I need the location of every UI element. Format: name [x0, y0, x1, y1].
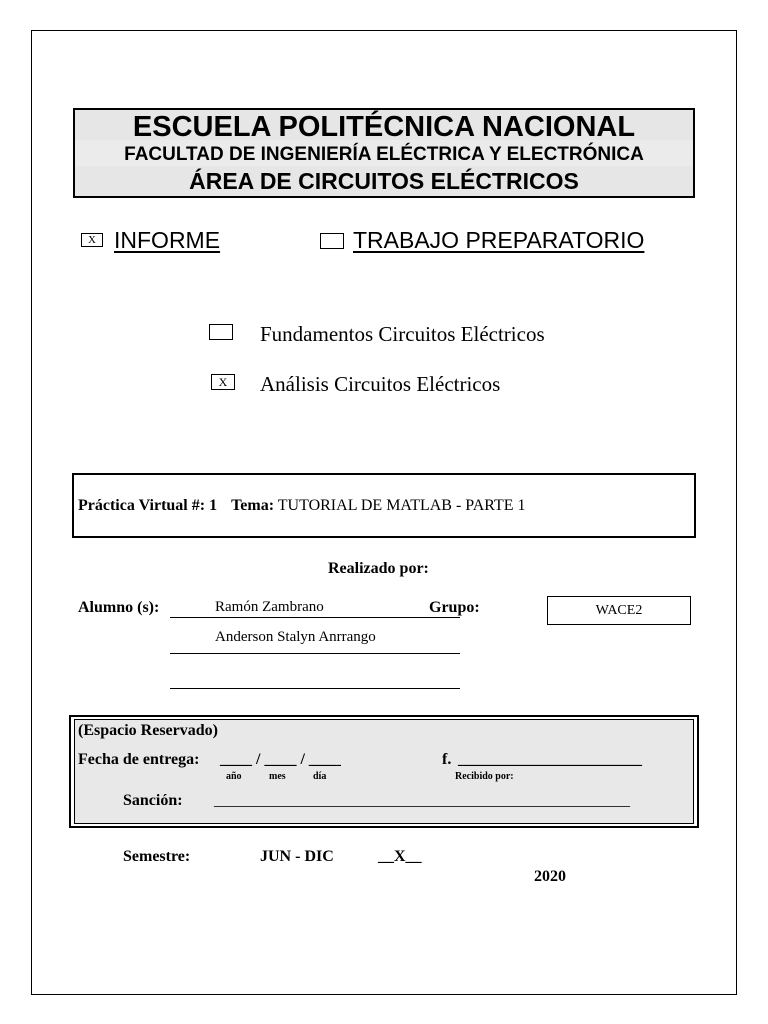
practica-line — [78, 496, 526, 516]
semestre-year: 2020 — [534, 868, 566, 885]
f-signature-blank[interactable]: _______________________ — [458, 751, 642, 768]
fundamentos-checkbox[interactable] — [209, 324, 233, 340]
student-1-line — [170, 617, 460, 618]
analisis-checkbox[interactable]: X — [211, 374, 235, 390]
student-1-name: Ramón Zambrano — [215, 599, 324, 615]
fecha-entrega-label: Fecha de entrega: — [78, 751, 200, 768]
analisis-label: Análisis Circuitos Eléctricos — [260, 372, 501, 396]
tema-value: TUTORIAL DE MATLAB - PARTE 1 — [277, 497, 526, 514]
grupo-label: Grupo: — [429, 599, 480, 616]
grupo-box: WACE2 — [547, 596, 691, 625]
f-label: f. — [442, 751, 452, 768]
reserved-title: (Espacio Reservado) — [78, 722, 218, 739]
practica-number: 1 — [209, 497, 218, 514]
student-2-name: Anderson Stalyn Anrrango — [215, 629, 376, 645]
student-2-line — [170, 653, 460, 654]
informe-label: INFORME — [114, 227, 221, 253]
tema-label: Tema: — [231, 497, 275, 514]
fecha-entrega-blanks[interactable]: ____ / ____ / ____ — [220, 751, 341, 768]
semestre-mark: __X__ — [378, 848, 422, 865]
realizado-por-label: Realizado por: — [328, 560, 429, 577]
institution-title: ESCUELA POLITÉCNICA NACIONAL — [132, 111, 636, 143]
faculty-title: FACULTAD DE INGENIERÍA ELÉCTRICA Y ELECTRÓNICA — [124, 144, 644, 165]
practica-label: Práctica Virtual #: — [78, 497, 206, 514]
recibido-por-caption: Recibido por: — [455, 771, 514, 782]
sancion-label: Sanción: — [123, 792, 183, 809]
area-title: ÁREA DE CIRCUITOS ELÉCTRICOS — [189, 168, 579, 194]
trabajo-preparatorio-checkbox[interactable] — [320, 233, 344, 249]
sancion-blank[interactable]: ____________________________________________________ — [214, 792, 630, 809]
mes-caption: mes — [269, 771, 286, 782]
dia-caption: día — [313, 771, 327, 782]
semestre-period: JUN - DIC — [260, 848, 334, 865]
anio-caption: año — [226, 771, 242, 782]
informe-checkbox[interactable]: X — [81, 233, 103, 247]
fundamentos-label: Fundamentos Circuitos Eléctricos — [260, 322, 545, 346]
student-3-line — [170, 688, 460, 689]
alumno-label: Alumno (s): — [78, 599, 160, 616]
trabajo-preparatorio-label: TRABAJO PREPARATORIO — [353, 227, 645, 253]
semestre-label: Semestre: — [123, 848, 191, 865]
